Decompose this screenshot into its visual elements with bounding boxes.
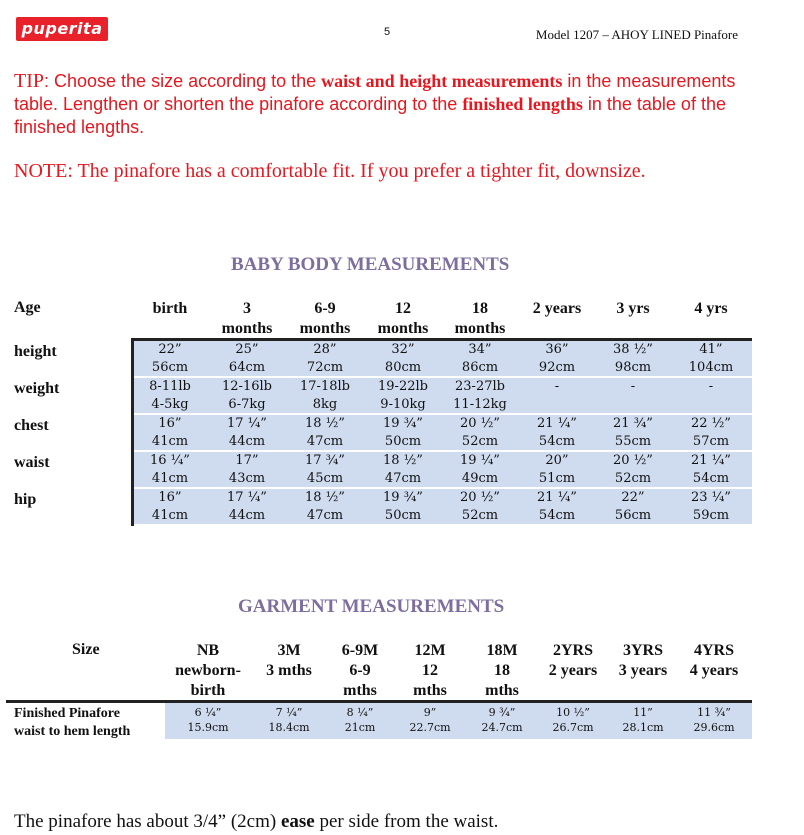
- baby-cell: 19 ¾”: [383, 490, 423, 505]
- baby-cell: 21 ¾”: [613, 416, 653, 431]
- garment-col-header: 4 years: [689, 662, 739, 679]
- baby-cell: 20 ½”: [460, 490, 500, 505]
- baby-col-header: 3 yrs: [616, 300, 650, 317]
- footer-note: [14, 811, 498, 833]
- tip-bold-1: waist and height measurements: [321, 71, 563, 91]
- baby-cell: 51cm: [538, 471, 576, 486]
- baby-cell: 38 ½”: [613, 342, 653, 357]
- baby-row-label: hip: [14, 491, 37, 508]
- garment-col-header: 4YRS: [693, 642, 734, 659]
- baby-cell: 20 ½”: [460, 416, 500, 431]
- baby-cell: 52cm: [461, 508, 499, 523]
- garment-corner-label: Size: [72, 641, 100, 658]
- garment-cell: 10 ½”: [556, 706, 590, 719]
- baby-table-title: BABY BODY MEASUREMENTS: [231, 254, 510, 275]
- baby-cell: 28”: [313, 342, 337, 357]
- baby-cell: 104cm: [688, 360, 734, 375]
- baby-cell: -: [630, 379, 636, 394]
- baby-cell: 23-27lb: [455, 379, 505, 394]
- baby-cell: 8-11lb: [149, 379, 191, 394]
- garment-cell: 15.9cm: [187, 721, 229, 734]
- brand-logo: puperita: [16, 17, 108, 41]
- baby-cell: 44cm: [228, 508, 266, 523]
- tip-label: TIP: [14, 70, 44, 92]
- baby-cell: 80cm: [384, 360, 422, 375]
- baby-cell: 72cm: [306, 360, 344, 375]
- footer-text-2: per side from the waist.: [314, 811, 499, 832]
- baby-cell: 54cm: [692, 471, 730, 486]
- model-title: Model 1207 – AHOY LINED Pinafore: [535, 27, 738, 42]
- garment-col-header: 2 years: [548, 662, 598, 679]
- garment-cell: 6 ¼”: [194, 706, 222, 719]
- baby-cell: 17 ¼”: [227, 416, 267, 431]
- baby-cell: 41”: [699, 342, 723, 357]
- baby-cell: 16”: [158, 490, 182, 505]
- baby-cell: 52cm: [461, 434, 499, 449]
- baby-col-header: months: [221, 320, 273, 337]
- baby-col-header: 4 yrs: [694, 300, 728, 317]
- baby-cell: 64cm: [228, 360, 266, 375]
- tip-paragraph: [14, 70, 754, 139]
- garment-col-header: 3M: [277, 642, 301, 659]
- baby-cell: 22 ½”: [691, 416, 731, 431]
- baby-cell: 19-22lb: [378, 379, 428, 394]
- garment-cell: 9 ¾”: [488, 706, 516, 719]
- garment-col-header: 6-9: [349, 662, 371, 679]
- baby-col-header: 2 years: [532, 300, 582, 317]
- garment-cell: 26.7cm: [552, 721, 594, 734]
- garment-cell: 8 ¼”: [346, 706, 374, 719]
- baby-cell: 54cm: [538, 508, 576, 523]
- baby-cell: 4-5kg: [151, 397, 189, 412]
- baby-cell: 22”: [158, 342, 182, 357]
- garment-cell: 22.7cm: [409, 721, 451, 734]
- baby-cell: 86cm: [461, 360, 499, 375]
- baby-cell: 19 ¼”: [460, 453, 500, 468]
- baby-cell: 50cm: [384, 508, 422, 523]
- baby-cell: 41cm: [151, 434, 189, 449]
- baby-cell: 47cm: [384, 471, 422, 486]
- garment-col-header: 18M: [486, 642, 518, 659]
- baby-row-label: weight: [14, 380, 60, 397]
- tip-text-2: in the measurements table. Lengthen or shorten the pinafore according to the: [14, 71, 736, 114]
- garment-col-header: 3YRS: [622, 642, 663, 659]
- baby-cell: 44cm: [228, 434, 266, 449]
- baby-cell: 54cm: [538, 434, 576, 449]
- baby-cell: 19 ¾”: [383, 416, 423, 431]
- garment-col-header: 6-9M: [341, 642, 379, 659]
- garment-col-header: birth: [190, 682, 226, 699]
- baby-cell: 50cm: [384, 434, 422, 449]
- garment-cell: 29.6cm: [693, 721, 735, 734]
- garment-row-label: Finished Pinafore: [14, 706, 120, 721]
- baby-cell: 34”: [468, 342, 492, 357]
- baby-cell: 12-16lb: [222, 379, 272, 394]
- baby-cell: 20”: [545, 453, 569, 468]
- baby-cell: -: [554, 379, 560, 394]
- baby-cell: 17-18lb: [300, 379, 350, 394]
- baby-cell: -: [708, 379, 714, 394]
- baby-cell: 17 ¾”: [305, 453, 345, 468]
- baby-cell: 21 ¼”: [691, 453, 731, 468]
- baby-cell: 6-7kg: [228, 397, 266, 412]
- baby-cell: 41cm: [151, 508, 189, 523]
- garment-col-header: 12: [422, 662, 438, 679]
- tip-bold-2: finished lengths: [462, 94, 583, 114]
- garment-col-header: 18: [494, 662, 510, 679]
- baby-cell: 43cm: [228, 471, 266, 486]
- garment-cell: 21cm: [344, 721, 376, 734]
- baby-col-header: 12: [395, 300, 411, 317]
- garment-col-header: mths: [485, 682, 519, 699]
- baby-row-label: chest: [14, 417, 49, 434]
- footer-bold: ease: [280, 811, 315, 832]
- baby-cell: 18 ½”: [383, 453, 423, 468]
- baby-cell: 16”: [158, 416, 182, 431]
- page-number: 5: [384, 26, 391, 38]
- note-label: NOTE: [14, 160, 68, 182]
- garment-table-title: GARMENT MEASUREMENTS: [238, 596, 505, 617]
- garment-row-label: waist to hem length: [14, 724, 131, 739]
- baby-cell: 52cm: [614, 471, 652, 486]
- garment-col-header: mths: [343, 682, 377, 699]
- baby-cell: 59cm: [692, 508, 730, 523]
- baby-cell: 16 ¼”: [150, 453, 190, 468]
- footer-text-1: The pinafore has about 3/4” (2cm): [14, 811, 281, 832]
- baby-cell: 36”: [545, 342, 569, 357]
- baby-cell: 9-10kg: [380, 397, 426, 412]
- tip-text-3: in the table of the finished lengths.: [14, 94, 726, 137]
- baby-cell: 22”: [621, 490, 645, 505]
- garment-cell: 11 ¾”: [697, 706, 731, 719]
- baby-row-label: height: [14, 343, 57, 360]
- garment-cell: 24.7cm: [481, 721, 523, 734]
- baby-cell: 18 ½”: [305, 416, 345, 431]
- baby-cell: 92cm: [538, 360, 576, 375]
- baby-cell: 8kg: [312, 397, 338, 412]
- baby-cell: 20 ½”: [613, 453, 653, 468]
- baby-col-header: months: [377, 320, 429, 337]
- baby-cell: 49cm: [461, 471, 499, 486]
- garment-cell: 28.1cm: [622, 721, 664, 734]
- baby-cell: 45cm: [306, 471, 344, 486]
- baby-cell: 98cm: [614, 360, 652, 375]
- baby-cell: 47cm: [306, 434, 344, 449]
- garment-col-header: 2YRS: [552, 642, 593, 659]
- baby-cell: 56cm: [614, 508, 652, 523]
- baby-cell: 17 ¼”: [227, 490, 267, 505]
- garment-cell: 18.4cm: [268, 721, 310, 734]
- baby-cell: 17”: [235, 453, 259, 468]
- note-line: [14, 160, 646, 183]
- garment-cell: 7 ¼”: [275, 706, 303, 719]
- baby-cell: 56cm: [151, 360, 189, 375]
- garment-col-header: NB: [196, 642, 220, 659]
- baby-col-header: 3: [243, 300, 251, 317]
- baby-col-header: months: [454, 320, 506, 337]
- baby-row-label: waist: [14, 454, 50, 471]
- garment-col-header: 3 mths: [266, 662, 312, 679]
- baby-cell: 41cm: [151, 471, 189, 486]
- baby-cell: 11-12kg: [453, 397, 507, 412]
- note-text: : The pinafore has a comfortable fit. If you prefer a tighter fit, downsize.: [67, 160, 646, 182]
- garment-col-header: 12M: [414, 642, 446, 659]
- garment-cell: 9”: [423, 706, 437, 719]
- baby-cell: 21 ¼”: [537, 490, 577, 505]
- baby-col-header: 6-9: [314, 300, 336, 317]
- garment-col-header: newborn-: [175, 662, 241, 679]
- baby-col-header: 18: [472, 300, 488, 317]
- baby-corner-label: Age: [14, 299, 41, 316]
- baby-cell: 21 ¼”: [537, 416, 577, 431]
- baby-cell: 32”: [391, 342, 415, 357]
- baby-cell: 47cm: [306, 508, 344, 523]
- garment-col-header: mths: [413, 682, 447, 699]
- baby-cell: 57cm: [692, 434, 730, 449]
- garment-cell: 11”: [633, 706, 653, 719]
- baby-cell: 18 ½”: [305, 490, 345, 505]
- baby-cell: 55cm: [614, 434, 652, 449]
- baby-cell: 23 ¼”: [691, 490, 731, 505]
- baby-col-header: months: [299, 320, 351, 337]
- tip-text-1: : Choose the size according to the: [44, 71, 322, 91]
- garment-col-header: 3 years: [618, 662, 668, 679]
- baby-col-header: birth: [152, 300, 188, 317]
- baby-cell: 25”: [235, 342, 259, 357]
